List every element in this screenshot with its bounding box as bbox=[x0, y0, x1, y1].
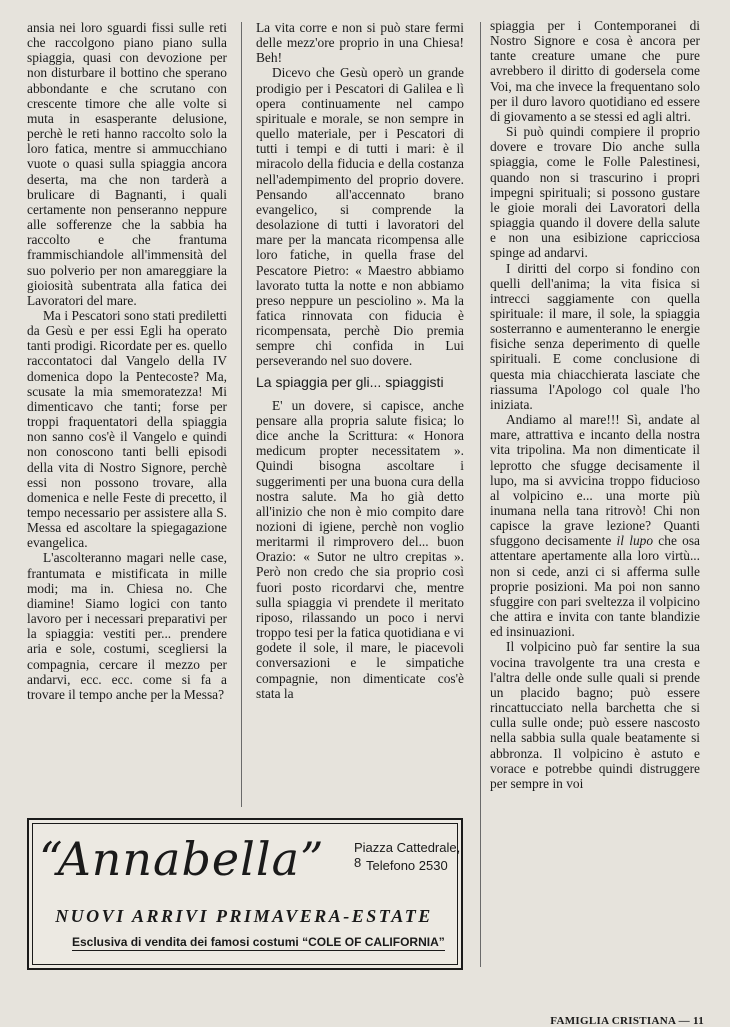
emphasis: il lupo bbox=[616, 533, 654, 549]
paragraph: Si può quindi compiere il proprio dovere e trovare Dio anche sulla spiaggia, come le Folle Palestinesi, quando non si trascurino i propri impegni spirituali; si possono gustare le gioie morali dei Lavoratori della spiaggia quando il dovere della salute e non una esibizione capricciosa spinge ad andarvi. bbox=[490, 124, 700, 261]
paragraph: L'ascolteranno magari nelle case, frantumata e mistificata in mille modi; ma in. Chiesa no. Che diamine! Siamo logici con tanto lavoro per i necessari preparativi per la spiaggia: vestiti per... prendere aria e sole, costumi, scegliersi la compagnia, cercare il mezzo per andarvi, ecc. ecc. come si fa a trovare il tempo anche per la Messa? bbox=[27, 550, 227, 702]
text-run: che osa attentare apertamente alla loro virtù... non si cede, anzi ci si afferma sulle proprie posizioni. Ma poi non sanno sfuggire con pari sveltezza il volpicino che attira e invita con tante blandizie ed insinuazioni. bbox=[490, 533, 700, 640]
paragraph bbox=[490, 412, 700, 639]
article-column-2 bbox=[256, 20, 464, 810]
column-divider bbox=[241, 22, 242, 807]
paragraph: ansia nei loro sguardi fissi sulle reti che raccolgono piano piano sulla spiaggia, quasi con devozione per non disturbare il bottino che sperano abbondante e che scrutano con crescente timore che alle volte si muta in esasperante delusione, perchè le reti hanno raccolto solo la loro fatica, mentre si ammucchiano vuote o quasi sulla spiaggia ancora deserta, ma che non tarderà a brulicare di Bagnanti, i quali certamente non penseranno neppure alle sofferenze che la sabbia ha raccolto e che frantuma frammischiandole all'immensità del suo polverio per non amareggiare la gioiosità subentrata alla fatica dei Lavoratori del mare. bbox=[27, 20, 227, 308]
text-run: Andiamo al mare!!! Sì, andate al mare, attrattiva e incanto della nostra vita tripolina. Ma non dimenticate il leprotto che sfugge decisamente il lupo, ma si avvicina troppo fiducioso al volpicino e... una morte più inumana nella tana ritrovò! Chi non capisce la grave lezione? Quanti sfuggono decisamente bbox=[490, 412, 700, 549]
ad-headline: NUOVI ARRIVI PRIMAVERA-ESTATE bbox=[55, 906, 433, 926]
article-column-1 bbox=[27, 20, 227, 810]
article-column-3 bbox=[490, 18, 700, 963]
ad-address: Piazza Cattedrale, 8 bbox=[354, 840, 461, 870]
section-subheading: La spiaggia per gli... spiaggisti bbox=[256, 373, 444, 390]
paragraph: spiaggia per i Contemporanei di Nostro Signore e cosa è ancora per tante creature umane che pure avrebbero il diritto di godersela come Voi, ma che invece la frequentano solo per il duro lavoro quotidiano ed essere di giovamento a se stessi ed agli altri. bbox=[490, 18, 700, 124]
paragraph: Dicevo che Gesù operò un grande prodigio per i Pescatori di Galilea e lì opera continuamente nel campo spirituale e morale, se non sempre in quello materiale, per i Pescatori di tutti i tempi e di tutti i mari: è il miracolo della fiducia e della costanza nell'adempimento del proprio dovere. Pensando all'accennato brano evangelico, si comprende la desolazione di tutti i lavoratori del mare per la mancata ricompensa alle loro fatiche, in quella frase del Pescatore Pietro: « Maestro abbiamo lavorato tutta la notte e non abbiamo preso neppure un pesciolino ». Ma la fatica rinnovata con fiducia è ricompensata, perchè Dio premia sempre chi confida in Lui perseverando nel suo dovere. bbox=[256, 65, 464, 369]
paragraph: Ma i Pescatori sono stati prediletti da Gesù e per essi Egli ha operato tanti prodigi. Ricordate per es. quello raccontatoci dal Vangelo della IV domenica dopo la Pentecoste? Ma, scusate la mia smemoratezza! Mi dimenticavo che tanti; forse per troppi fraquentatori della spiaggia non sanno cos'è il Vangelo e quindi non conoscono tanti belli episodi della vita di Nostro Signore, perchè essi non possono trovare, alla domenica e nelle Feste di precetto, il tempo necessario per assistere alla S. Messa ed ascoltare la spiegagazione evangelica. bbox=[27, 307, 227, 551]
ad-brand-logo: “Annabella” bbox=[39, 832, 325, 886]
annabella-advertisement bbox=[27, 818, 463, 970]
paragraph: I diritti del corpo si fondino con quelli dell'anima; la vita fisica si intrecci saggiamente con quella spirituale: il mare, il sole, la spiaggia sosterranno e aumenteranno le energie fisiche senza deperimento di quelle spirituali. E come conclusione di questa mia chiacchierata lasciate che riassuma l'Apologo col quale l'ho iniziata. bbox=[490, 260, 700, 412]
page-footer: FAMIGLIA CRISTIANA — 11 bbox=[550, 1015, 704, 1027]
column-divider bbox=[480, 22, 481, 967]
paragraph: Il volpicino può far sentire la sua vocina travolgente tra una cresta e l'altra delle onde sulle quali si prende un placido bagno; può essere rincattucciato nella barchetta che si culla sulle onde; può essere nascosto nella sabbia sulla quale beatamente si abbronza. Il volpicino è astuto e vorace e potrebbe quindi distruggere per sempre in voi bbox=[490, 639, 700, 791]
ad-phone: Telefono 2530 bbox=[366, 858, 448, 873]
paragraph: E' un dovere, si capisce, anche pensare alla propria salute fisica; lo dice anche la Scrittura: « Honora medicum propter necessitatem ». Quindi bisogna ascoltare i suggerimenti per una buona cura della nostra salute. Ma ho già detto all'inizio che non è mio compito dare nozioni di igiene, perchè non voglio meritarmi il rimprovero del... buon Orazio: « Sutor ne ultro crepitas ». Però non credo che sia proprio così fuori posto ricordarvi che, mentre sulla spiaggia vi prendete il meritato riposo, rilassando un poco i nervi troppo tesi per la fatica quotidiana e vi godete il sole, il mare, le piacevoli conversazioni e le simpatiche compagnie, non dimenticate cos'è stata la bbox=[256, 397, 464, 701]
ad-exclusive-line: Esclusiva di vendita dei famosi costumi “COLE OF CALIFORNIA” bbox=[72, 935, 445, 949]
paragraph: La vita corre e non si può stare fermi delle mezz'ore proprio in una Chiesa! Beh! bbox=[256, 20, 464, 66]
